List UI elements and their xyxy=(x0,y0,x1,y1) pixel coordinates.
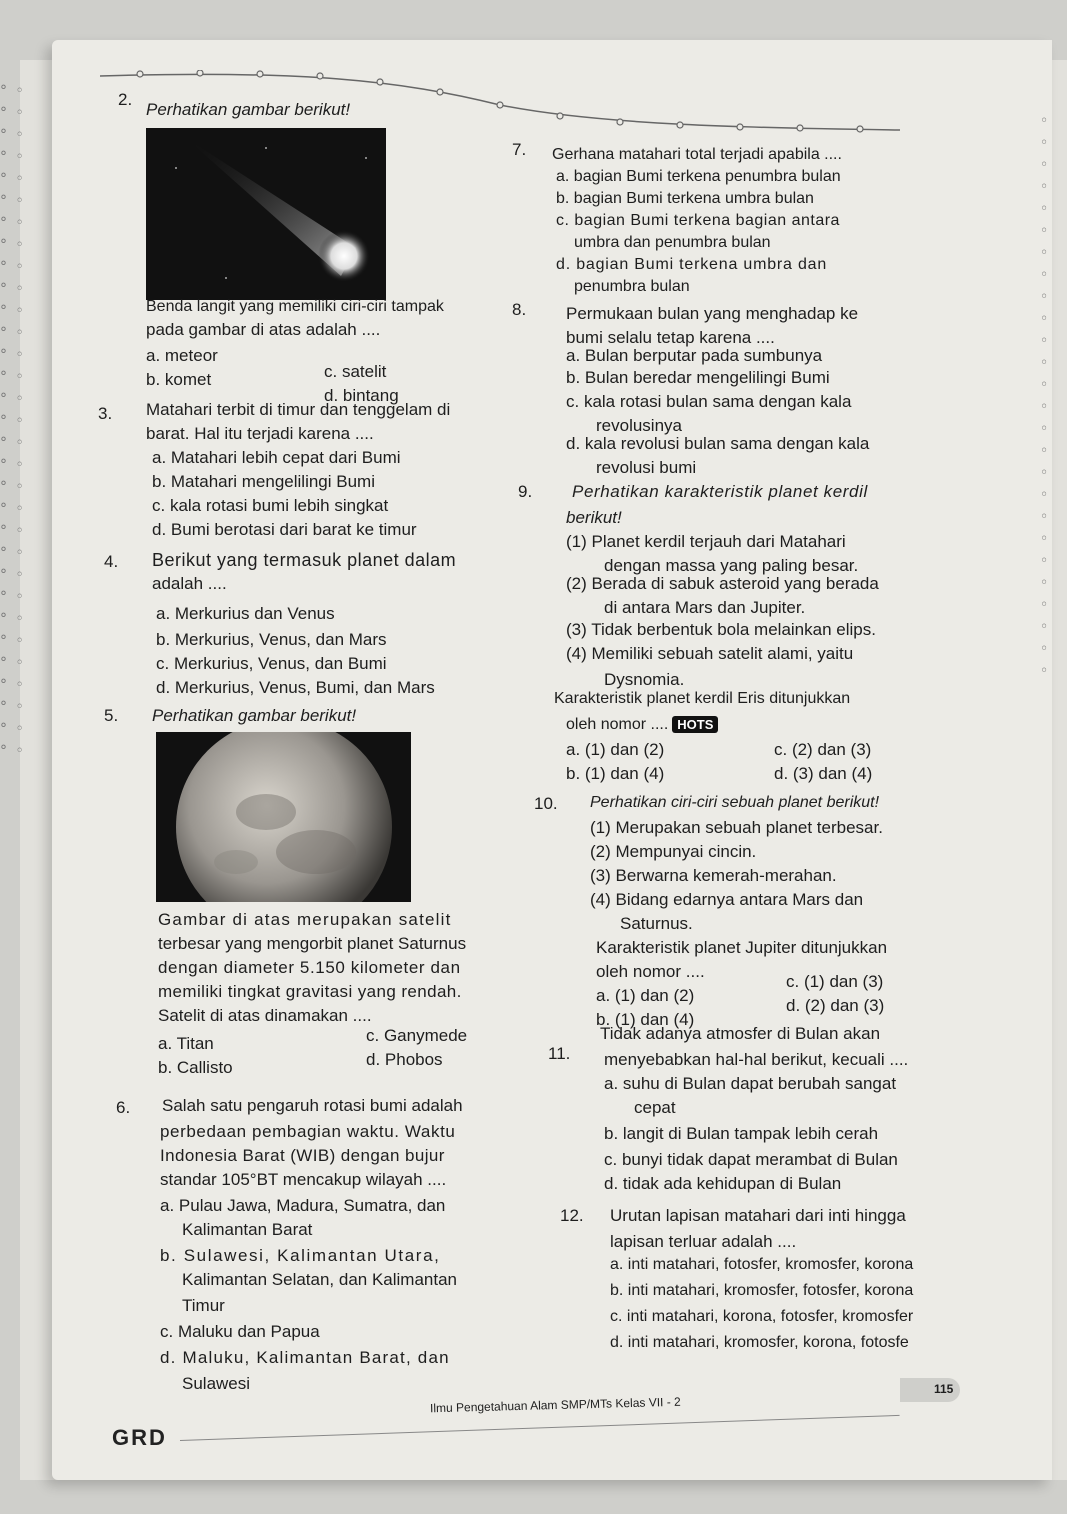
q12-option-b: b. inti matahari, kromosfer, fotosfer, korona xyxy=(610,1282,914,1299)
q9-point4-line1: (4) Memiliki sebuah satelit alami, yaitu xyxy=(566,644,854,663)
q5-option-a: a. Titan xyxy=(158,1034,214,1053)
q4-option-d: d. Merkurius, Venus, Bumi, dan Mars xyxy=(156,678,435,697)
q9-option-b: b. (1) dan (4) xyxy=(566,764,665,783)
q3-stem-line2: barat. Hal itu terjadi karena .... xyxy=(146,424,374,443)
q5-option-d: d. Phobos xyxy=(366,1050,443,1069)
q6-option-a-line2: Kalimantan Barat xyxy=(182,1220,313,1239)
q4-stem-line2: adalah .... xyxy=(152,574,227,593)
q11-stem-line1: Tidak adanya atmosfer di Bulan akan xyxy=(600,1024,881,1043)
q10-point4-line1: (4) Bidang edarnya antara Mars dan xyxy=(590,890,864,909)
q8-option-d-line1: d. kala revolusi bulan sama dengan kala xyxy=(566,434,870,453)
q2-option-a: a. meteor xyxy=(146,346,218,365)
q7-number: 7. xyxy=(512,140,527,159)
q2-option-c: c. satelit xyxy=(324,362,387,381)
q10-number: 10. xyxy=(534,794,558,813)
q9-point1-line2: dengan massa yang paling besar. xyxy=(604,556,859,575)
q10-point2: (2) Mempunyai cincin. xyxy=(590,842,757,861)
q9-option-d: d. (3) dan (4) xyxy=(774,764,873,783)
q5-option-b: b. Callisto xyxy=(158,1058,233,1077)
q7-option-c-line1: c. bagian Bumi terkena bagian antara xyxy=(556,212,840,229)
q9-stem-line1: Perhatikan karakteristik planet kerdil xyxy=(572,482,868,501)
q9-question-line2 xyxy=(566,716,718,734)
q7-option-c-line2: umbra dan penumbra bulan xyxy=(574,234,771,251)
q9-question-line1: Karakteristik planet kerdil Eris ditunjukkan xyxy=(554,690,851,707)
q11-stem-line2: menyebabkan hal-hal berikut, kecuali .... xyxy=(604,1050,909,1069)
q11-option-d: d. tidak ada kehidupan di Bulan xyxy=(604,1174,842,1193)
page-number: 115 xyxy=(934,1382,954,1396)
titan-moon-image xyxy=(156,732,411,902)
q7-option-a: a. bagian Bumi terkena penumbra bulan xyxy=(556,168,841,185)
q9-number: 9. xyxy=(518,482,533,501)
q2-option-d: d. bintang xyxy=(324,386,399,405)
q3-option-d: d. Bumi berotasi dari barat ke timur xyxy=(152,520,417,539)
q4-option-c: c. Merkurius, Venus, dan Bumi xyxy=(156,654,387,673)
q5-stem-line1: Gambar di atas merupakan satelit xyxy=(158,910,452,929)
q10-option-c: c. (1) dan (3) xyxy=(786,972,884,991)
q10-question-line1: Karakteristik planet Jupiter ditunjukkan xyxy=(596,938,888,957)
q6-stem-line1: Salah satu pengaruh rotasi bumi adalah xyxy=(162,1096,463,1115)
q2-stem-line1: Benda langit yang memiliki ciri-ciri tampak xyxy=(146,298,444,315)
spiral-binding-left: ° ◦ ° ◦ ° ◦ ° ◦ ° ◦ ° ◦ ° ◦ ° ◦ ° ◦ ° ◦ ° ◦ ° ◦ ° ◦ ° ◦ ° ◦ ° ◦ ° ◦ ° ◦ ° ◦ ° ◦ ° ◦ ° ◦ ° ◦ ° ◦ ° ◦ ° ◦ ° ◦ ° ◦ ° ◦ ° ◦ ° ◦ xyxy=(0,83,26,759)
hots-badge: HOTS xyxy=(672,716,718,733)
q6-option-b-line2: Kalimantan Selatan, dan Kalimantan xyxy=(182,1270,458,1289)
q3-option-c: c. kala rotasi bumi lebih singkat xyxy=(152,496,389,515)
q6-option-c: c. Maluku dan Papua xyxy=(160,1322,320,1341)
q10-option-b: b. (1) dan (4) xyxy=(596,1010,695,1029)
q7-stem: Gerhana matahari total terjadi apabila .... xyxy=(552,146,842,163)
q12-stem-line2: lapisan terluar adalah .... xyxy=(610,1232,797,1251)
q6-stem-line3: Indonesia Barat (WIB) dengan bujur xyxy=(160,1146,445,1165)
q6-option-b-line3: Timur xyxy=(182,1296,225,1315)
q8-option-c-line1: c. kala rotasi bulan sama dengan kala xyxy=(566,392,852,411)
q2-option-b: b. komet xyxy=(146,370,212,389)
q6-option-a-line1: a. Pulau Jawa, Madura, Sumatra, dan xyxy=(160,1196,446,1215)
q10-option-a: a. (1) dan (2) xyxy=(596,986,695,1005)
q8-number: 8. xyxy=(512,300,527,319)
q9-point4-line2: Dysnomia. xyxy=(604,670,685,689)
q12-option-c: c. inti matahari, korona, fotosfer, kromosfer xyxy=(610,1308,914,1325)
q12-stem-line1: Urutan lapisan matahari dari inti hingga xyxy=(610,1206,906,1225)
q3-stem-line1: Matahari terbit di timur dan tenggelam di xyxy=(146,400,451,419)
q5-option-c: c. Ganymede xyxy=(366,1026,468,1045)
q11-number: 11. xyxy=(548,1044,571,1063)
q4-option-a: a. Merkurius dan Venus xyxy=(156,604,335,623)
footer-book-title: Ilmu Pengetahuan Alam SMP/MTs Kelas VII - 2 xyxy=(429,1394,681,1416)
q8-stem-line1: Permukaan bulan yang menghadap ke xyxy=(566,304,859,323)
q3-option-a: a. Matahari lebih cepat dari Bumi xyxy=(152,448,401,467)
q10-point4-line2: Saturnus. xyxy=(620,914,693,933)
q3-number: 3. xyxy=(98,404,113,423)
q5-intro: Perhatikan gambar berikut! xyxy=(152,706,357,725)
q9-point2-line2: di antara Mars dan Jupiter. xyxy=(604,598,806,617)
q6-option-d-line2: Sulawesi xyxy=(182,1374,251,1393)
q9-option-c: c. (2) dan (3) xyxy=(774,740,872,759)
q10-question-line2: oleh nomor .... xyxy=(596,962,705,981)
q2-intro: Perhatikan gambar berikut! xyxy=(146,100,351,119)
q5-number: 5. xyxy=(104,706,119,725)
q8-option-c-line2: revolusinya xyxy=(596,416,682,435)
q9-point1-line1: (1) Planet kerdil terjauh dari Matahari xyxy=(566,532,846,551)
q12-number: 12. xyxy=(560,1206,584,1225)
q7-option-d-line1: d. bagian Bumi terkena umbra dan xyxy=(556,256,828,273)
q7-option-d-line2: penumbra bulan xyxy=(574,278,690,295)
q7-option-b: b. bagian Bumi terkena umbra bulan xyxy=(556,190,814,207)
spiral-binding-right: ◦ ◦ ◦ ◦ ◦ ◦ ◦ ◦ ◦ ◦ ◦ ◦ ◦ ◦ ◦ ◦ ◦ ◦ ◦ ◦ ◦ ◦ ◦ ◦ ◦ ◦ xyxy=(1040,113,1049,679)
q11-option-b: b. langit di Bulan tampak lebih cerah xyxy=(604,1124,879,1143)
q2-stem-line2: pada gambar di atas adalah .... xyxy=(146,320,381,339)
q6-number: 6. xyxy=(116,1098,131,1117)
q10-point3: (3) Berwarna kemerah-merahan. xyxy=(590,866,837,885)
q9-stem-line2: berikut! xyxy=(566,508,622,527)
q9-question-text: oleh nomor .... xyxy=(566,716,669,733)
q8-option-a: a. Bulan berputar pada sumbunya xyxy=(566,346,823,365)
q6-option-d-line1: d. Maluku, Kalimantan Barat, dan xyxy=(160,1348,450,1367)
q4-number: 4. xyxy=(104,552,119,571)
q9-point3: (3) Tidak berbentuk bola melainkan elips. xyxy=(566,620,876,639)
q12-option-a: a. inti matahari, fotosfer, kromosfer, korona xyxy=(610,1256,914,1273)
q6-stem-line2: perbedaan pembagian waktu. Waktu xyxy=(160,1122,456,1141)
q10-intro: Perhatikan ciri-ciri sebuah planet berikut! xyxy=(590,794,880,811)
q9-point2-line1: (2) Berada di sabuk asteroid yang berada xyxy=(566,574,879,593)
q5-stem-line2: terbesar yang mengorbit planet Saturnus xyxy=(158,934,467,953)
q3-option-b: b. Matahari mengelilingi Bumi xyxy=(152,472,375,491)
q9-option-a: a. (1) dan (2) xyxy=(566,740,665,759)
q11-option-c: c. bunyi tidak dapat merambat di Bulan xyxy=(604,1150,898,1169)
q10-option-d: d. (2) dan (3) xyxy=(786,996,885,1015)
publisher-logo: GRD xyxy=(112,1425,167,1450)
q5-stem-line4: memiliki tingkat gravitasi yang rendah. xyxy=(158,982,462,1001)
q11-option-a-line1: a. suhu di Bulan dapat berubah sangat xyxy=(604,1074,897,1093)
q4-stem-line1: Berikut yang termasuk planet dalam xyxy=(152,550,457,570)
q2-number: 2. xyxy=(118,90,133,109)
q6-option-b-line1: b. Sulawesi, Kalimantan Utara, xyxy=(160,1246,441,1265)
q5-stem-line3: dengan diameter 5.150 kilometer dan xyxy=(158,958,461,977)
q8-stem-line2: bumi selalu tetap karena .... xyxy=(566,328,775,347)
q4-option-b: b. Merkurius, Venus, dan Mars xyxy=(156,630,387,649)
q8-option-d-line2: revolusi bumi xyxy=(596,458,697,477)
comet-image xyxy=(146,128,386,300)
q12-option-d: d. inti matahari, kromosfer, korona, fotosfe xyxy=(610,1334,909,1351)
q5-stem-line5: Satelit di atas dinamakan .... xyxy=(158,1006,372,1025)
q8-option-b: b. Bulan beredar mengelilingi Bumi xyxy=(566,368,830,387)
q11-option-a-line2: cepat xyxy=(634,1098,676,1117)
q6-stem-line4: standar 105°BT mencakup wilayah .... xyxy=(160,1170,447,1189)
q10-point1: (1) Merupakan sebuah planet terbesar. xyxy=(590,818,883,837)
